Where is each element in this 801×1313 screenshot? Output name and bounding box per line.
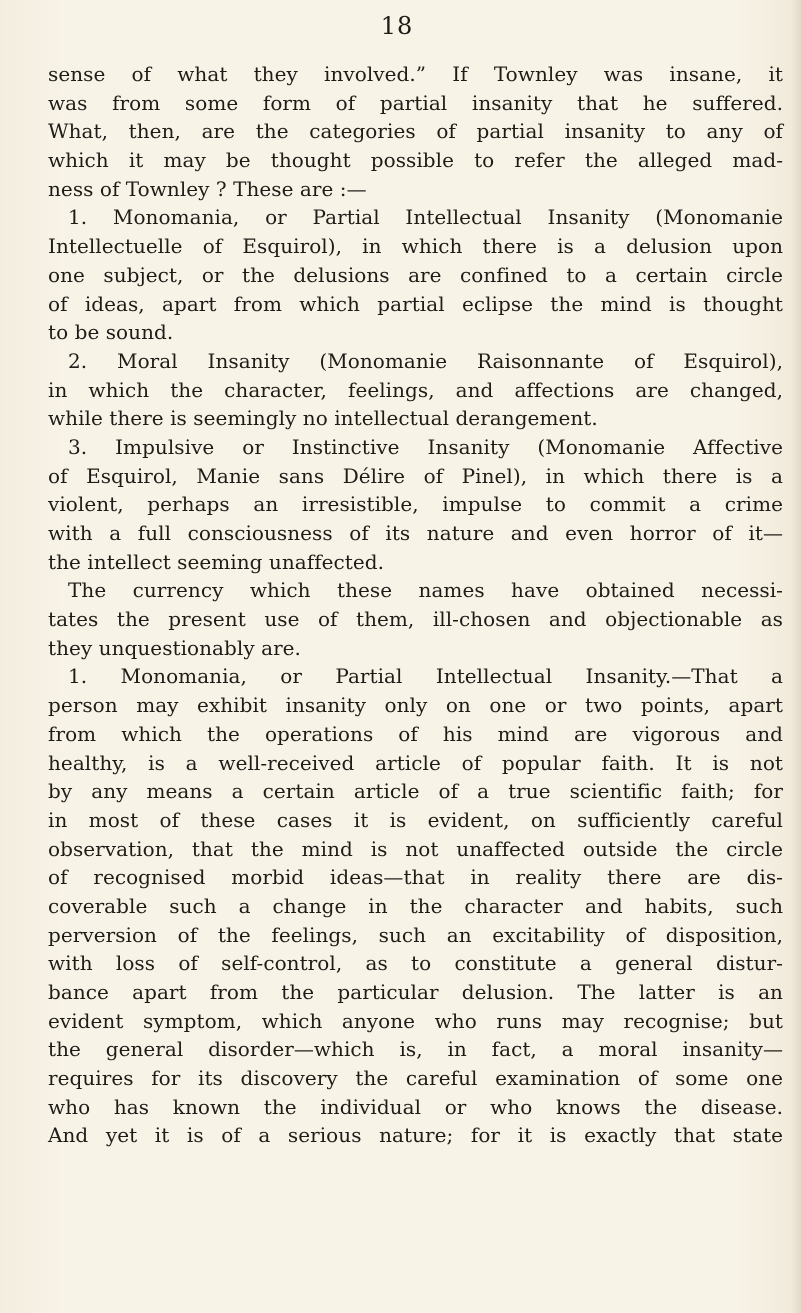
text-line: who has known the individual or who knows the disease.	[48, 1094, 783, 1119]
text-line: coverable such a change in the character and habits, such	[48, 893, 783, 918]
text-line: 1. Monomania, or Partial Intellectual Insanity (Monomanie	[68, 205, 783, 230]
text-line: What, then, are the categories of partial insanity to any of	[48, 119, 783, 144]
page-edge-shadow	[791, 0, 801, 1313]
text-line: perversion of the feelings, such an excitability of disposition,	[48, 922, 783, 947]
text-line: ness of Townley ? These are :—	[48, 176, 367, 201]
text-line: observation, that the mind is not unaffected outside the circle	[48, 836, 783, 861]
text-line: requires for its discovery the careful examination of some one	[48, 1066, 783, 1091]
text-line: sense of what they involved.” If Townley was insane, it	[48, 62, 783, 86]
text-line: they unquestionably are.	[48, 635, 301, 660]
text-line: one subject, or the delusions are confined to a certain circle	[48, 262, 783, 287]
text-line: violent, perhaps an irresistible, impulse to commit a crime	[48, 492, 783, 517]
text-line: of recognised morbid ideas—that in reality there are dis-	[48, 865, 783, 890]
text-line: with a full consciousness of its nature and even horror of it—	[48, 521, 783, 545]
text-line: while there is seemingly no intellectual derangement.	[48, 406, 598, 431]
text-line: person may exhibit insanity only on one or two points, apart	[48, 693, 783, 718]
text-line: The currency which these names have obtained necessi-	[68, 578, 783, 603]
text-line: in which the character, feelings, and affections are changed,	[48, 377, 783, 402]
text-line: the general disorder—which is, in fact, a moral insanity—	[48, 1037, 783, 1062]
text-line: which it may be thought possible to refer the alleged mad-	[48, 148, 783, 173]
text-line: tates the present use of them, ill-chosen and objectionable as	[48, 607, 783, 632]
text-line: in most of these cases it is evident, on sufficiently careful	[48, 807, 783, 832]
text-line: of Esquirol, Manie sans Délire of Pinel), in which there is a	[48, 463, 783, 488]
text-line: bance apart from the particular delusion. The latter is an	[48, 980, 783, 1004]
text-line: to be sound.	[48, 320, 174, 345]
text-line: the intellect seeming unaffected.	[48, 549, 385, 574]
text-line: of ideas, apart from which partial eclipse the mind is thought	[48, 291, 783, 316]
page-text	[48, 60, 783, 1150]
text-line: 3. Impulsive or Instinctive Insanity (Monomanie Affective	[68, 434, 783, 459]
text-line: And yet it is of a serious nature; for it is exactly that state	[48, 1123, 783, 1148]
text-line: evident symptom, which anyone who runs may recognise; but	[48, 1008, 783, 1033]
text-line: 2. Moral Insanity (Monomanie Raisonnante of Esquirol),	[68, 348, 783, 373]
text-line: 1. Monomania, or Partial Intellectual Insanity.—That a	[68, 664, 783, 689]
text-line: with loss of self-control, as to constitute a general distur-	[48, 951, 783, 976]
text-line: healthy, is a well-received article of popular faith. It is not	[48, 750, 783, 775]
text-line: was from some form of partial insanity that he suffered.	[48, 90, 783, 115]
text-line: by any means a certain article of a true scientific faith; for	[48, 779, 783, 804]
page-number: 18	[380, 12, 414, 40]
text-line: from which the operations of his mind are vigorous and	[48, 721, 783, 746]
text-line: Intellectuelle of Esquirol), in which there is a delusion upon	[48, 234, 783, 259]
